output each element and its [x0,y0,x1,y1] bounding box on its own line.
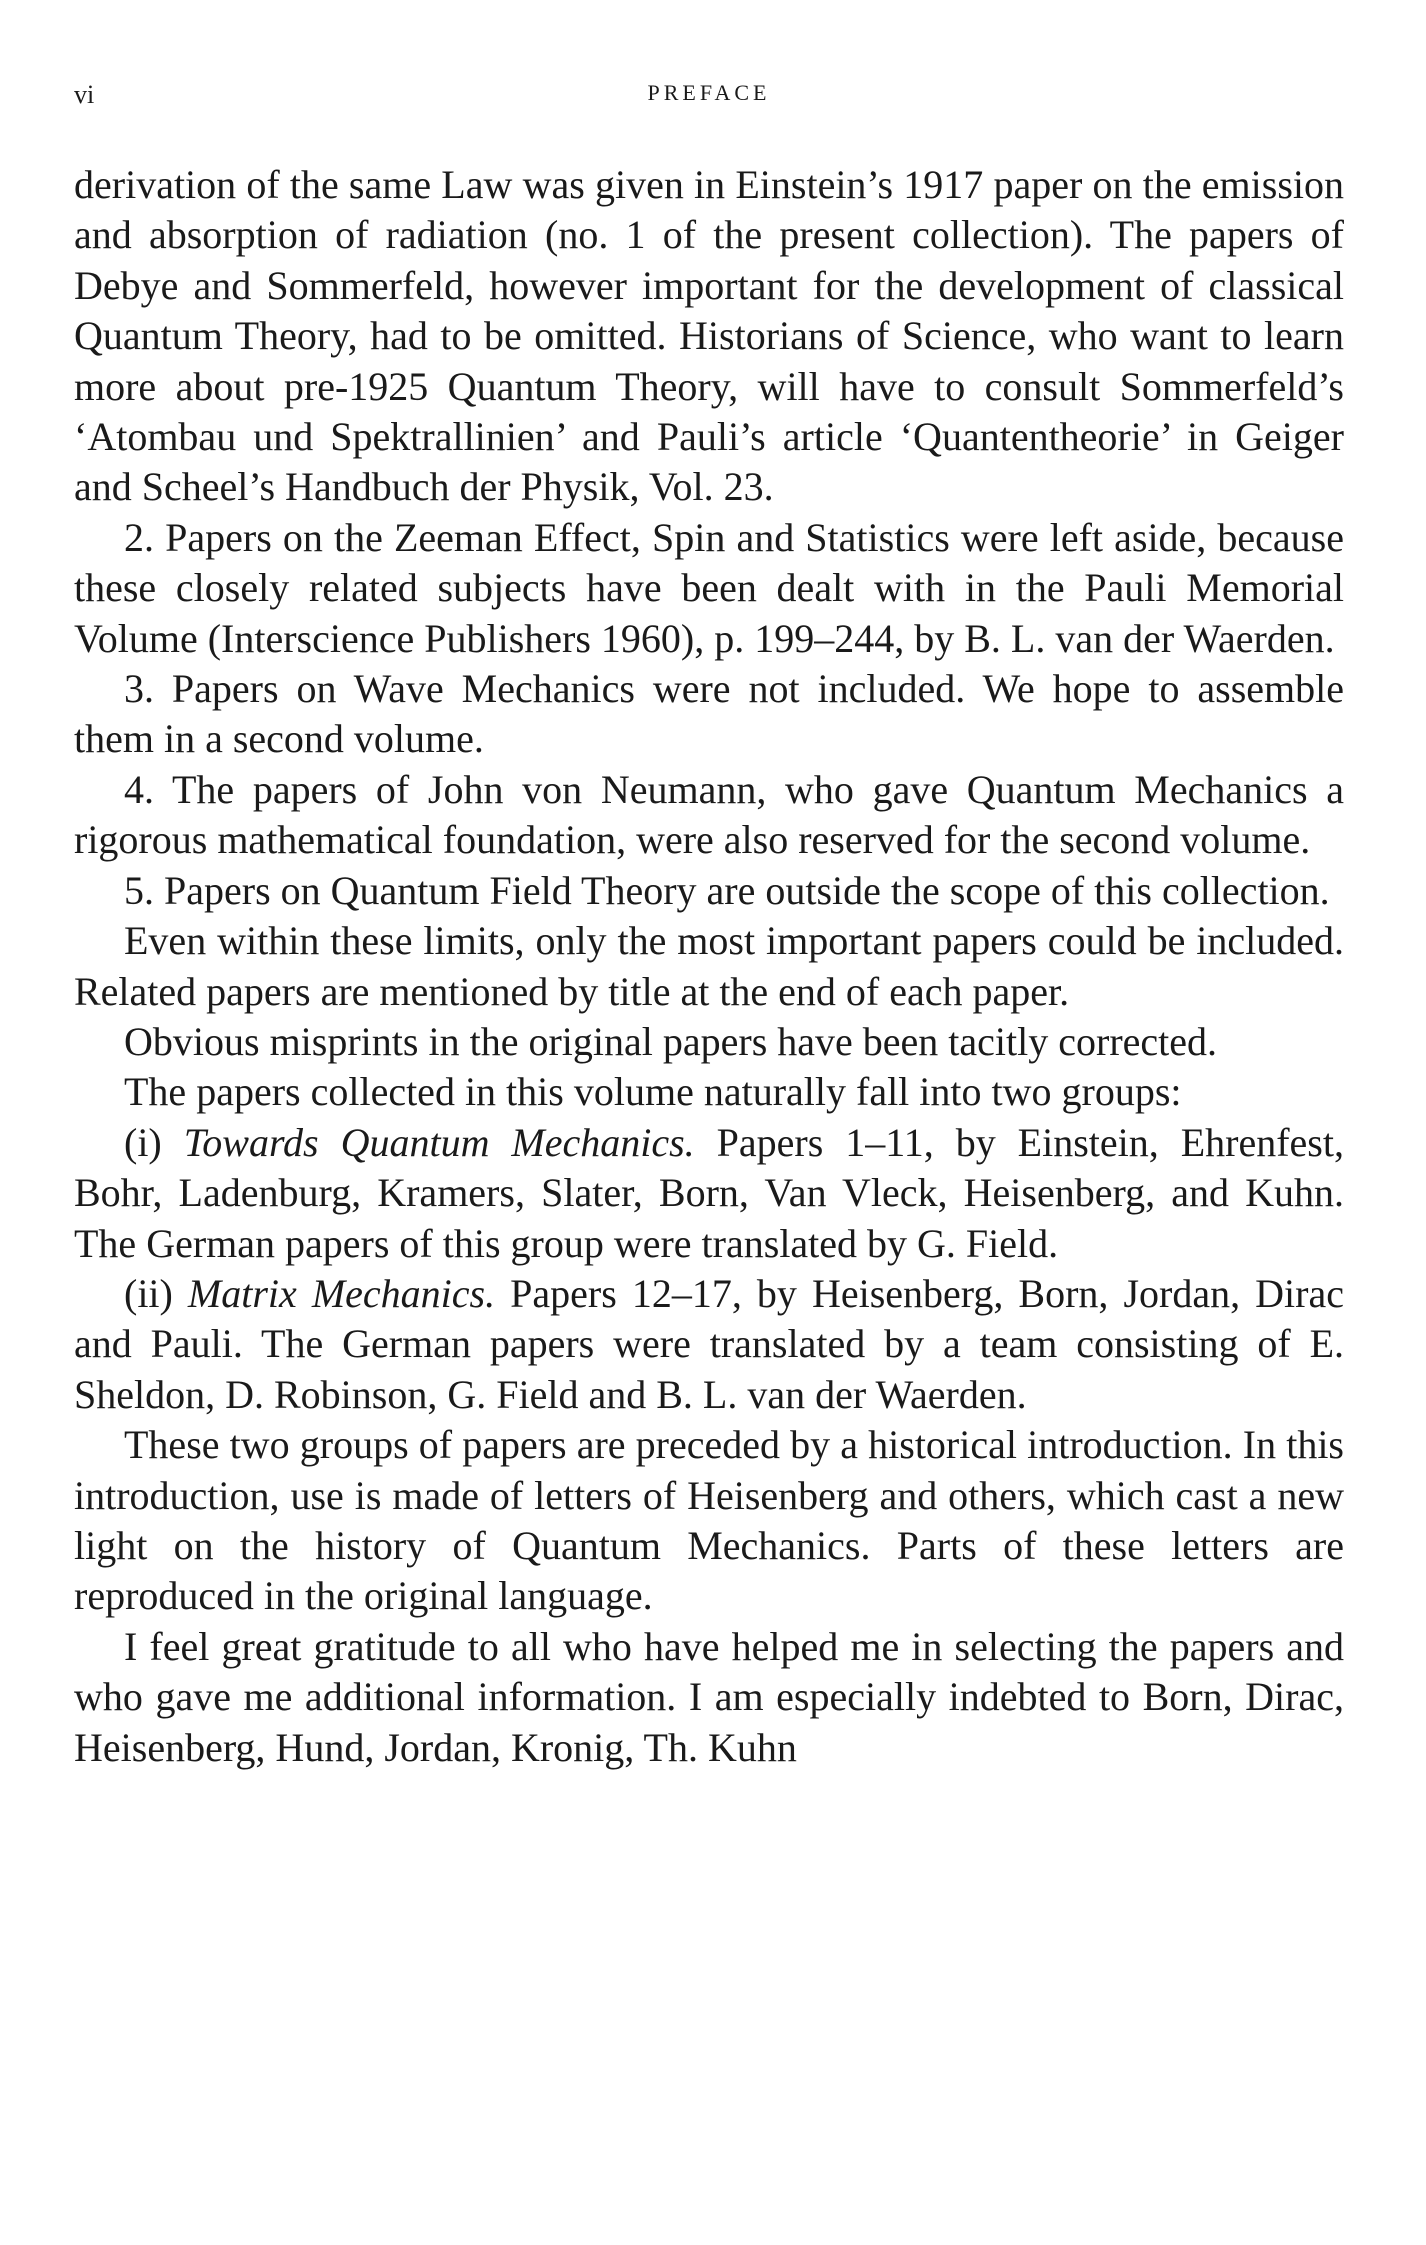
paragraph-continuation: derivation of the same Law was given in Einstein’s 1917 paper on the emission and absorption of radiation (no. 1 of the present collection). The papers of Debye and Sommerfeld, however important for the development of classical Quantum Theory, had to be omitted. Historians of Science, who want to learn more about pre-1925 Quantum Theory, will have to consult Sommerfeld’s ‘Atombau und Spektrallinien’ and Pauli’s article ‘Quantentheorie’ in Geiger and Scheel’s Handbuch der Physik, Vol. 23. [74,162,1344,510]
book-page [74,80,1344,1773]
list-item-3: 3. Papers on Wave Mechanics were not included. We hope to assemble them in a second volume. [74,666,1344,762]
body-text [74,160,1344,1773]
list-item-5: 5. Papers on Quantum Field Theory are outside the scope of this collection. [124,867,1330,913]
running-title: PREFACE [647,80,771,105]
group-ii [74,1269,1344,1420]
paragraph-gratitude: I feel great gratitude to all who have helped me in selecting the papers and who gave me additional information. I am especially indebted to Born, Dirac, Heisenberg, Hund, Jordan, Kronig, Th. Kuhn [74,1623,1344,1770]
paragraph-limits: Even within these limits, only the most important papers could be included. Related papers are mentioned by title at the end of each paper. [74,918,1344,1014]
group-i-title: Towards Quantum Mechanics. [183,1119,695,1165]
group-ii-text: Papers 12–17, by Heisenberg, Born, Jordan, Dirac and Pauli. The German papers were translated by a team consisting of E. Sheldon, D. Robinson, G. Field and B. L. van der Waerden. [74,1270,1344,1417]
paragraph-introduction: These two groups of papers are preceded by a historical introduction. In this introduction, use is made of letters of Heisenberg and others, which cast a new light on the history of Quantum Mechanics. Parts of these letters are reproduced in the original language. [74,1422,1344,1619]
group-i-text: Papers 1–11, by Einstein, Ehrenfest, Bohr, Ladenburg, Kramers, Slater, Born, Van Vleck, Heisenberg, and Kuhn. The German papers of this group were translated by G. Field. [74,1119,1344,1266]
group-i [74,1118,1344,1269]
paragraph-misprints: Obvious misprints in the original papers have been tacitly corrected. [124,1018,1218,1064]
group-ii-label: (ii) [124,1270,188,1316]
group-i-label: (i) [124,1119,184,1165]
list-item-4: 4. The papers of John von Neumann, who gave Quantum Mechanics a rigorous mathematical foundation, were also reserved for the second volume. [74,766,1344,863]
list-item-2: 2. Papers on the Zeeman Effect, Spin and Statistics were left aside, because these closely related subjects have been dealt with in the Pauli Memorial Volume (Interscience Publishers 1960), p. 199–244, by B. L. van der Waerden. [74,514,1344,661]
paragraph-two-groups: The papers collected in this volume naturally fall into two groups: [124,1069,1182,1115]
group-ii-title: Matrix Mechanics. [187,1270,496,1316]
running-head [74,80,1344,116]
page-number: vi [74,80,95,109]
